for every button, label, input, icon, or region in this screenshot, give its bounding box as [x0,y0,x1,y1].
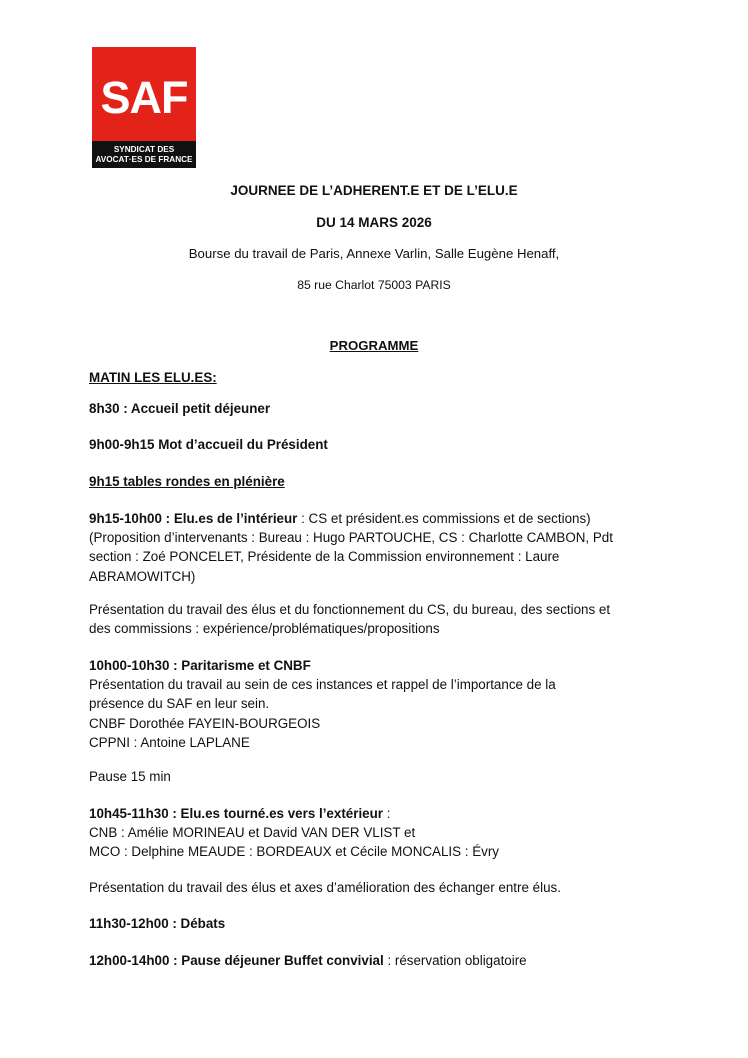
dejeuner-head: 12h00-14h00 : Pause déjeuner Buffet convivial [89,953,384,968]
item-exterieur: 10h45-11h30 : Elu.es tourné.es vers l’extérieur : CNB : Amélie MORINEAU et David VAN DER VLIST et MCO : Delphine MEAUDE : BORDEAUX et Cécile MONCALIS : Évry [89,804,669,862]
saf-logo [92,47,196,168]
interieur-line: (Proposition d’intervenants : Bureau : Hugo PARTOUCHE, CS : Charlotte CAMBON, Pdt [89,530,613,546]
logo-line1: SYNDICAT DES [113,144,175,154]
logo-black-band [92,141,196,168]
exterieur-line: MCO : Delphine MEAUDE : BORDEAUX et Cécile MONCALIS : Évry [89,844,500,860]
exterieur-head: 10h45-11h30 : Elu.es tourné.es vers l’extérieur [89,806,383,821]
interieur-text: : CS et président.es commissions et de sections) [297,511,591,526]
paritarisme-line: Présentation du travail au sein de ces instances et rappel de l’importance de la [89,677,556,693]
logo-line2: AVOCAT·ES DE FRANCE [95,154,193,164]
item-debats: 11h30-12h00 : Débats [89,916,226,931]
doc-title: JOURNEE DE L’ADHERENT.E ET DE L’ELU.E [230,183,518,198]
logo-red-block [92,47,196,141]
logo-abbr: SAF [100,71,188,123]
doc-address: 85 rue Charlot 75003 PARIS [297,278,451,292]
item-tables-rondes: 9h15 tables rondes en plénière [89,474,285,489]
paritarisme-line: CPPNI : Antoine LAPLANE [89,734,250,750]
item-mot-accueil: 9h00-9h15 Mot d’accueil du Président [89,437,328,452]
section-title: MATIN LES ELU.ES: [89,370,217,385]
paritarisme-head: 10h00-10h30 : Paritarisme et CNBF [89,658,311,673]
item-paritarisme [89,656,669,752]
paritarisme-line: présence du SAF en leur sein. [89,696,270,712]
dejeuner-text: : réservation obligatoire [383,953,527,968]
paritarisme-line: CNBF Dorothée FAYEIN-BOURGEOIS [89,715,321,731]
interieur-line: ABRAMOWITCH) [89,568,196,584]
interieur-head: 9h15-10h00 : Elu.es de l’intérieur [89,511,298,526]
item-accueil: 8h30 : Accueil petit déjeuner [89,401,271,416]
item-presentation-2: Présentation du travail des élus et axes d’amélioration des échanger entre élus. [89,880,561,895]
item-pause: Pause 15 min [89,769,171,784]
item-interieur [89,509,669,586]
item-presentation-1: Présentation du travail des élus et du fonctionnement du CS, du bureau, des sections et des commissions : expérience/problématiques/propositions [89,602,611,637]
programme-heading: PROGRAMME [329,338,419,353]
interieur-line: section : Zoé PONCELET, Présidente de la Commission environnement : Laure [89,549,560,565]
item-dejeuner [89,951,669,970]
exterieur-line: CNB : Amélie MORINEAU et David VAN DER VLIST et [89,825,416,841]
doc-date: DU 14 MARS 2026 [316,215,432,230]
doc-venue: Bourse du travail de Paris, Annexe Varlin, Salle Eugène Henaff, [188,246,560,261]
